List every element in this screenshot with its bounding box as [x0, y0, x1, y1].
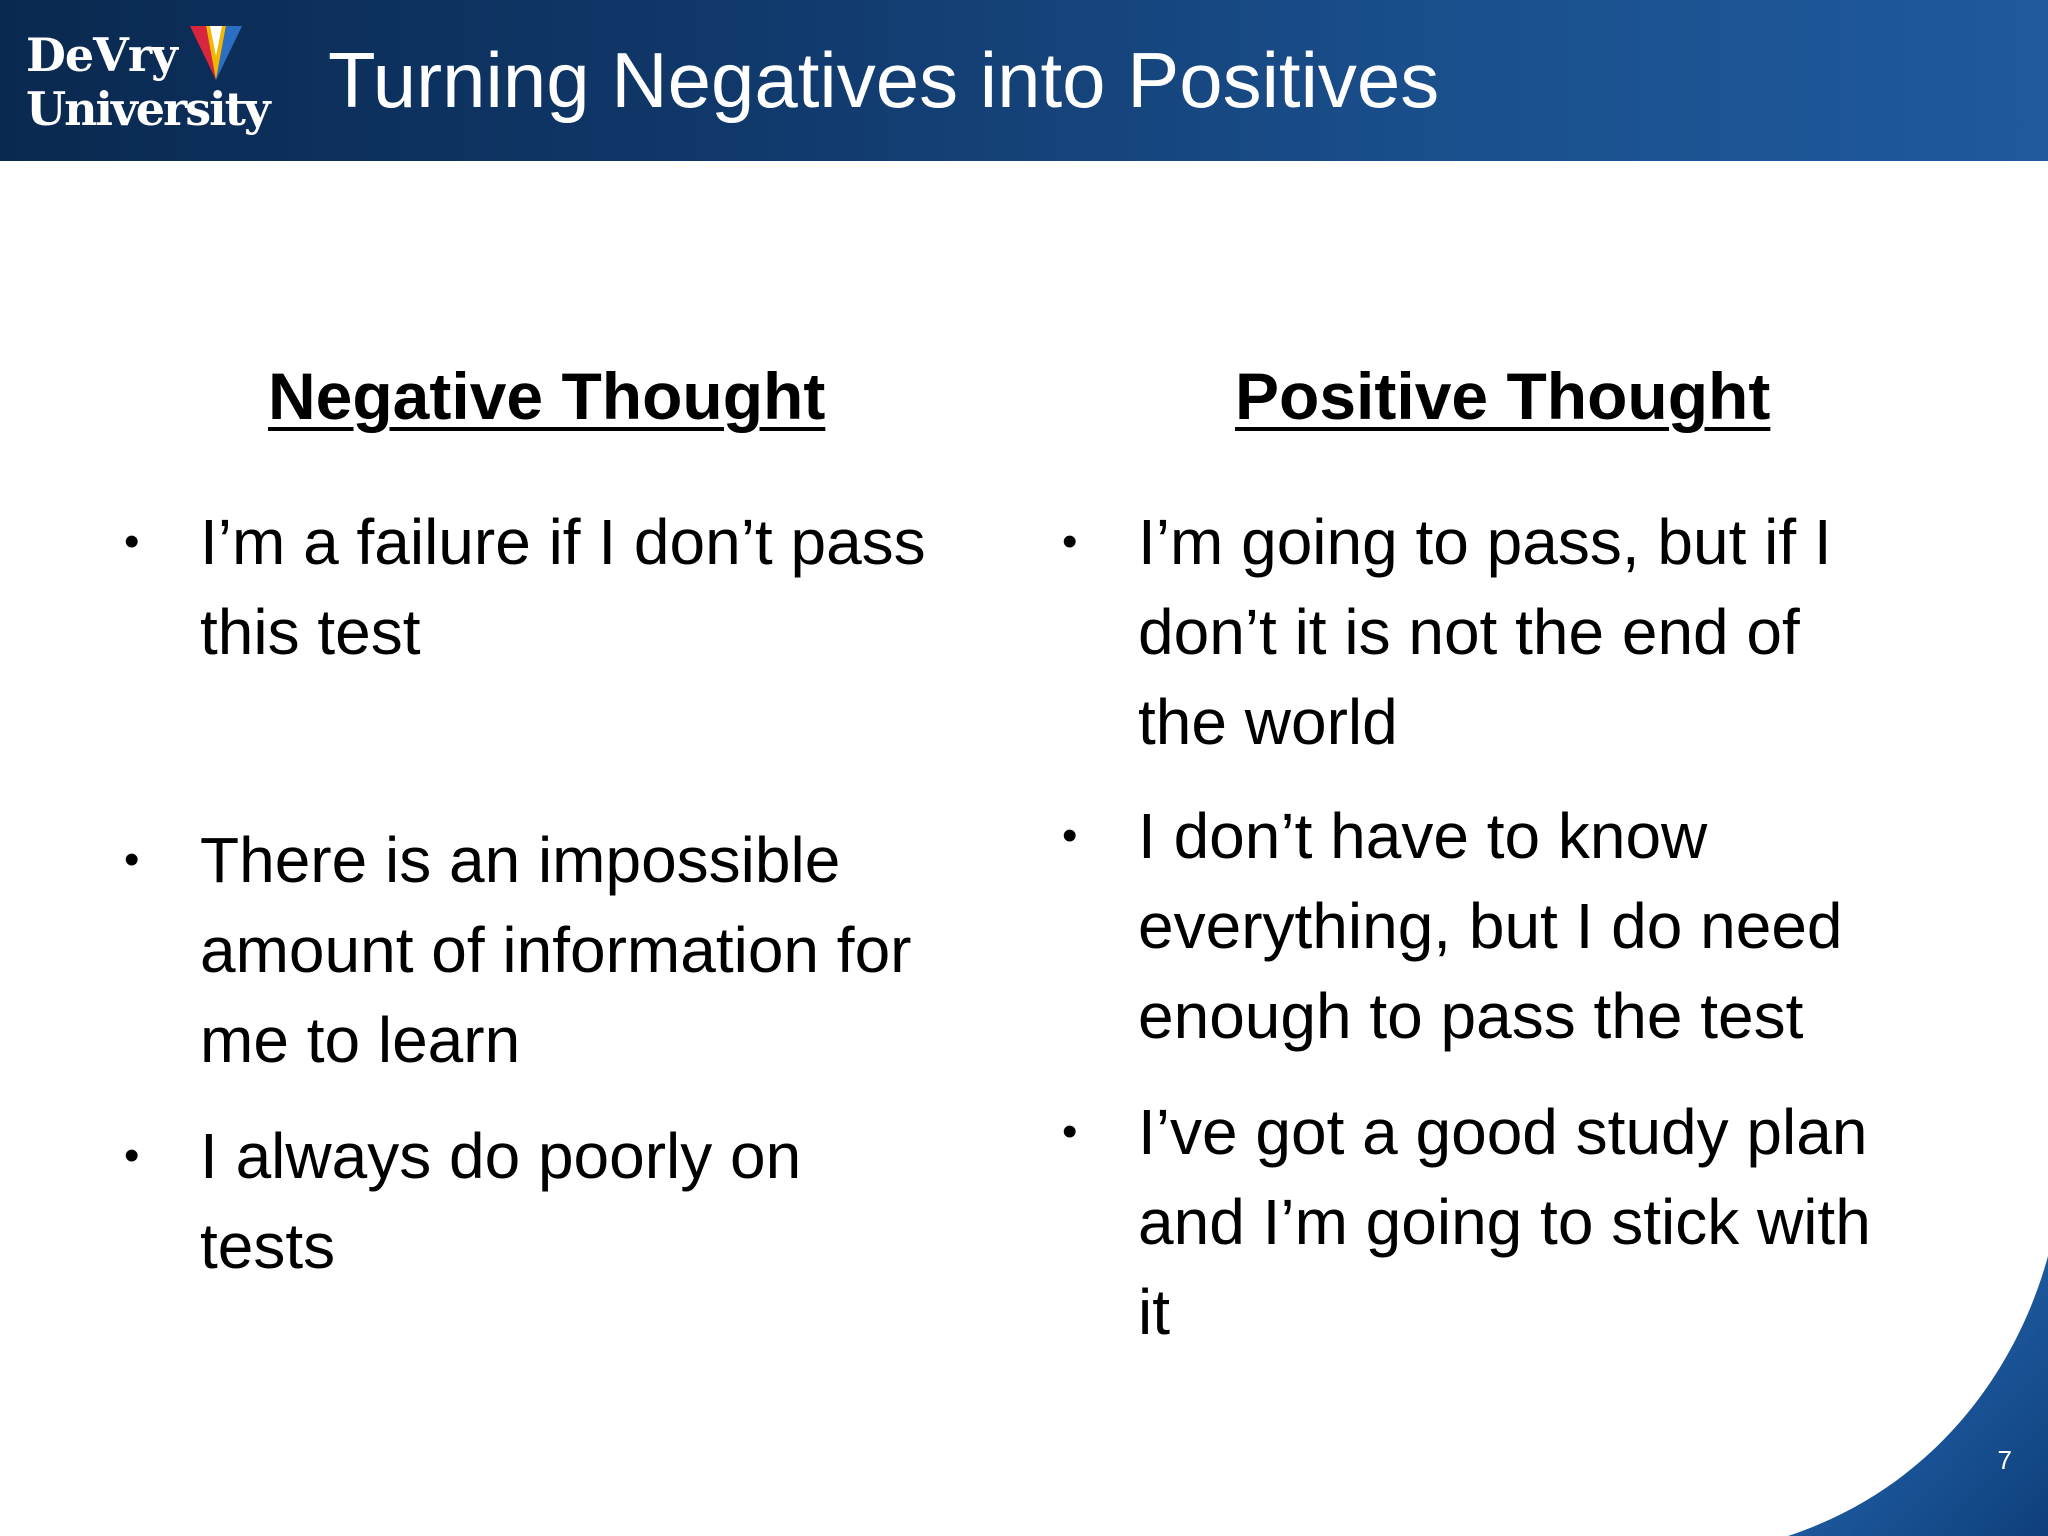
slide-title: Turning Negatives into Positives — [328, 36, 1440, 124]
bullet-dot: • — [124, 835, 140, 884]
bullet-dot: • — [1062, 517, 1078, 566]
bullet-text: I don’t have to know everything, but I do need enough to pass the test — [1138, 800, 1843, 1052]
devry-shield-icon — [186, 22, 246, 86]
positive-thought-heading: Positive Thought — [1235, 359, 1771, 433]
negative-thought-heading: Negative Thought — [268, 359, 826, 433]
bullet-text: There is an impossible amount of information for me to learn — [200, 824, 912, 1076]
bullet-dot: • — [1062, 811, 1078, 860]
bullet-text: I’ve got a good study plan and I’m going to stick with it — [1138, 1096, 1871, 1348]
devry-university-logo — [26, 22, 269, 140]
corner-swoosh-decoration — [1788, 1256, 2048, 1536]
bullet-text: I’m a failure if I don’t pass this test — [200, 506, 926, 668]
page-number: 7 — [1997, 1445, 2012, 1475]
bullet-dot: • — [124, 517, 140, 566]
bullet-dot: • — [1062, 1107, 1078, 1156]
bullet-text: I always do poorly on tests — [200, 1120, 802, 1282]
logo-text-university: University — [26, 82, 269, 136]
slide-header — [0, 0, 2048, 161]
bullet-dot: • — [124, 1131, 140, 1180]
logo-text-devry: DeVry — [26, 28, 177, 82]
bullet-text: I’m going to pass, but if I don’t it is not the end of the world — [1138, 506, 1832, 758]
